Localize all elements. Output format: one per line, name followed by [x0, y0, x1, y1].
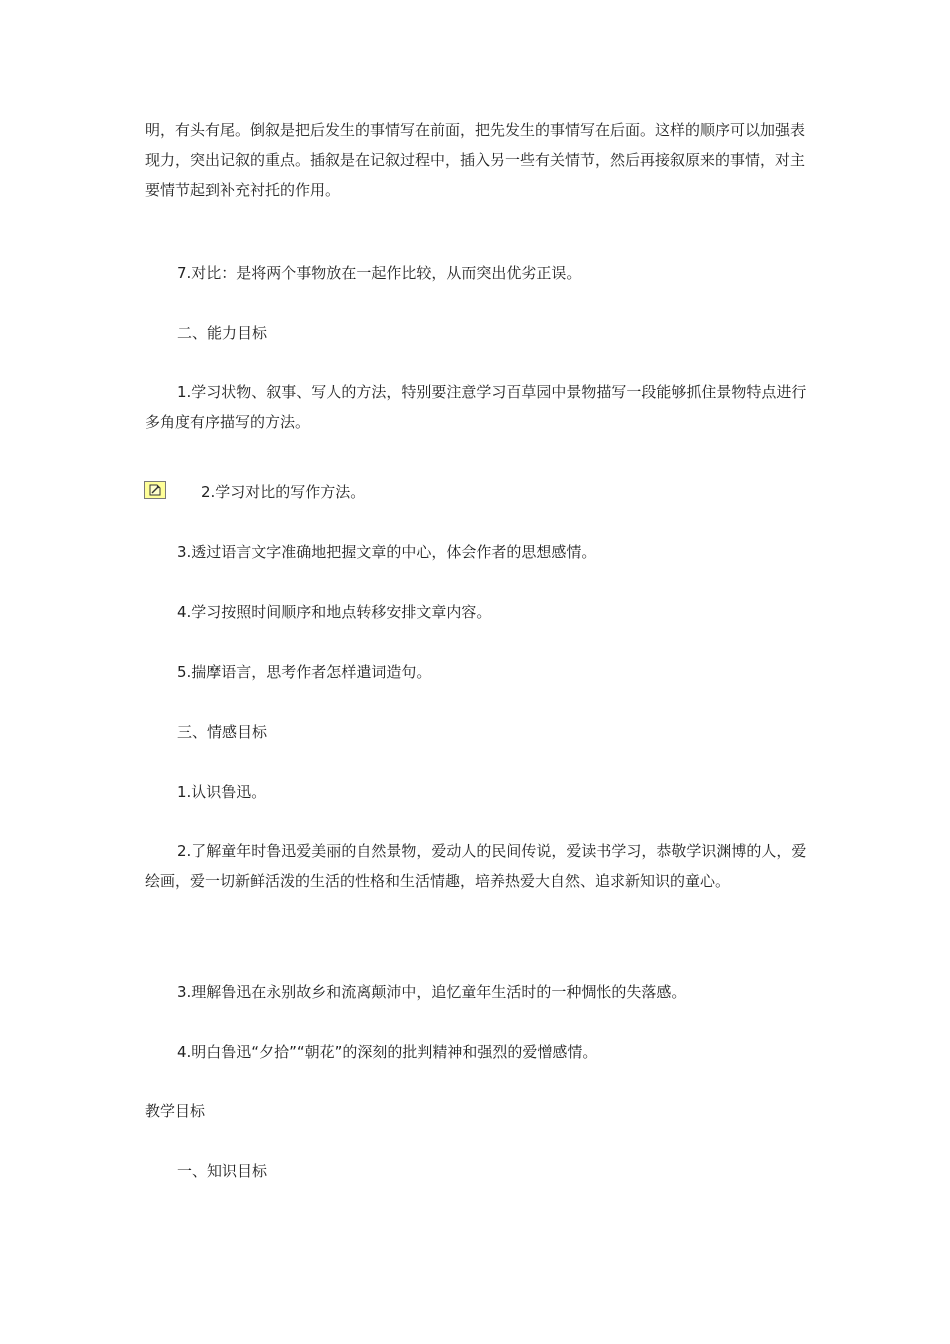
- heading-ability-goals: 二、能力目标: [177, 324, 268, 342]
- paragraph-emotion-1: 1.认识鲁迅。: [177, 783, 267, 801]
- heading-teaching-goals: 教学目标: [145, 1102, 206, 1120]
- paragraph-contrast: 7.对比：是将两个事物放在一起作比较，从而突出优劣正误。: [177, 264, 582, 282]
- heading-emotion-goals: 三、情感目标: [177, 723, 268, 741]
- paragraph-ability-5: 5.揣摩语言，思考作者怎样遣词造句。: [177, 663, 432, 681]
- paragraph-emotion-4: 4.明白鲁迅“夕拾”“朝花”的深刻的批判精神和强烈的爱憎感情。: [177, 1043, 598, 1061]
- paragraph-ability-4: 4.学习按照时间顺序和地点转移安排文章内容。: [177, 603, 492, 621]
- paragraph-narrative-order: 明，有头有尾。倒叙是把后发生的事情写在前面，把先发生的事情写在后面。这样的顺序可以加强表现力，突出记叙的重点。插叙是在记叙过程中，插入另一些有关情节，然后再接叙原来的事情，对主要情节起到补充衬托的作用。: [145, 121, 806, 199]
- paragraph-emotion-2: 2.了解童年时鲁迅爱美丽的自然景物，爱动人的民间传说，爱读书学习，恭敬学识渊博的人，爱绘画，爱一切新鲜活泼的生活的性格和生活情趣，培养热爱大自然、追求新知识的童心。: [145, 842, 807, 890]
- heading-knowledge-goals: 一、知识目标: [177, 1162, 268, 1180]
- paragraph-ability-1: 1.学习状物、叙事、写人的方法，特别要注意学习百草园中景物描写一段能够抓住景物特点进行多角度有序描写的方法。: [145, 383, 807, 431]
- paragraph-emotion-3: 3.理解鲁迅在永别故乡和流离颠沛中，追忆童年生活时的一种惆怅的失落感。: [177, 983, 687, 1001]
- note-icon[interactable]: [144, 481, 166, 499]
- paragraph-ability-2: 2.学习对比的写作方法。: [201, 483, 366, 501]
- paragraph-ability-3: 3.透过语言文字准确地把握文章的中心，体会作者的思想感情。: [177, 543, 597, 561]
